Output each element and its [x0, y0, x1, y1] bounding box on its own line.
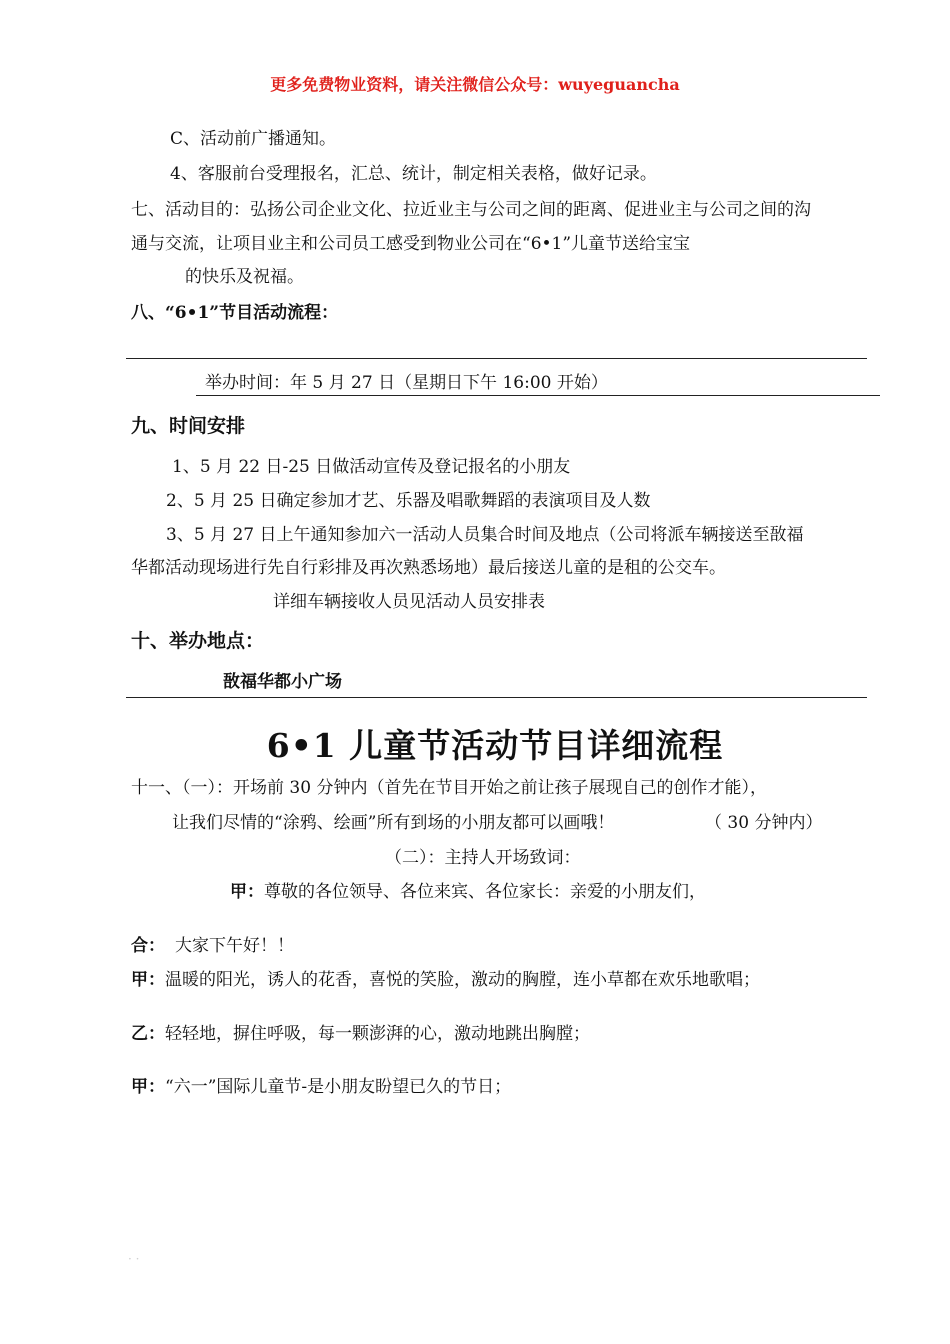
program-line-1: 十一、（一）：开场前 30 分钟内（首先在节目开始之前让孩子展现自己的创作才能）， [131, 778, 767, 798]
event-time: 举办时间：年 5 月 27 日（星期日下午 16:00 开始） [205, 373, 608, 393]
speech-text: “六一”国际儿童节-是小朋友盼望已久的节日； [165, 1077, 512, 1097]
divider [126, 697, 867, 698]
program-title: 6•1 儿童节活动节目详细流程 [266, 726, 724, 765]
speaker-label: 甲： [131, 970, 165, 990]
program-line-2-duration: （ 30 分钟内） [705, 813, 823, 833]
speaker-label: 甲： [131, 1077, 165, 1097]
header-notice: 更多免费物业资料，请关注微信公众号：wuyeguancha [270, 75, 680, 94]
schedule-item-1: 1、5 月 22 日-25 日做活动宣传及登记报名的小朋友 [172, 457, 571, 477]
schedule-item-2: 2、5 月 25 日确定参加才艺、乐器及唱歌舞蹈的表演项目及人数 [166, 491, 651, 511]
venue-heading: 十、举办地点： [131, 630, 265, 652]
divider [196, 395, 880, 396]
speech-text: 轻轻地，摒住呼吸，每一颗澎湃的心，激动地跳出胸膛； [165, 1024, 590, 1044]
speech-line [131, 1019, 590, 1044]
speech-line [131, 1072, 511, 1097]
venue-place: 敔福华都小广场 [223, 672, 342, 692]
schedule-item-3-line-2: 华都活动现场进行先自行彩排及再次熟悉场地）最后接送儿童的是租的公交车。 [131, 558, 726, 578]
divider [126, 358, 867, 359]
flow-heading: 八、“6•1”节目活动流程： [131, 303, 339, 323]
program-line-2: 让我们尽情的“涂鸦、绘画”所有到场的小朋友都可以画哦！ [172, 813, 615, 833]
prep-item-c: C、活动前广播通知。 [170, 129, 337, 149]
footer-mark: · · [128, 1252, 140, 1266]
schedule-item-3-line-1: 3、5 月 27 日上午通知参加六一活动人员集合时间及地点（公司将派车辆接送至敔福 [166, 525, 804, 545]
speech-text: 温暖的阳光，诱人的花香，喜悦的笑脸，激动的胸膛，连小草都在欢乐地歌唱； [165, 970, 760, 990]
speech-line [230, 877, 706, 902]
program-line-3: （二）：主持人开场致词： [385, 848, 581, 868]
speaker-label: 合： [131, 936, 165, 956]
speaker-label: 乙： [131, 1024, 165, 1044]
speech-line [131, 931, 294, 956]
speech-text: 大家下午好！！ [175, 936, 294, 956]
purpose-line-1: 七、活动目的：弘扬公司企业文化、拉近业主与公司之间的距离、促进业主与公司之间的沟 [131, 200, 811, 220]
speech-text: 尊敬的各位领导、各位来宾、各位家长：亲爱的小朋友们， [264, 882, 706, 902]
schedule-note: 详细车辆接收人员见活动人员安排表 [273, 592, 545, 612]
speaker-label: 甲： [230, 882, 264, 902]
schedule-heading: 九、时间安排 [131, 415, 246, 437]
purpose-line-2: 通与交流，让项目业主和公司员工感受到物业公司在“6•1”儿童节送给宝宝 [131, 234, 691, 254]
speech-line [131, 965, 760, 990]
purpose-line-3: 的快乐及祝福。 [185, 267, 304, 287]
prep-item-4: 4、客服前台受理报名，汇总、统计，制定相关表格，做好记录。 [170, 164, 657, 184]
